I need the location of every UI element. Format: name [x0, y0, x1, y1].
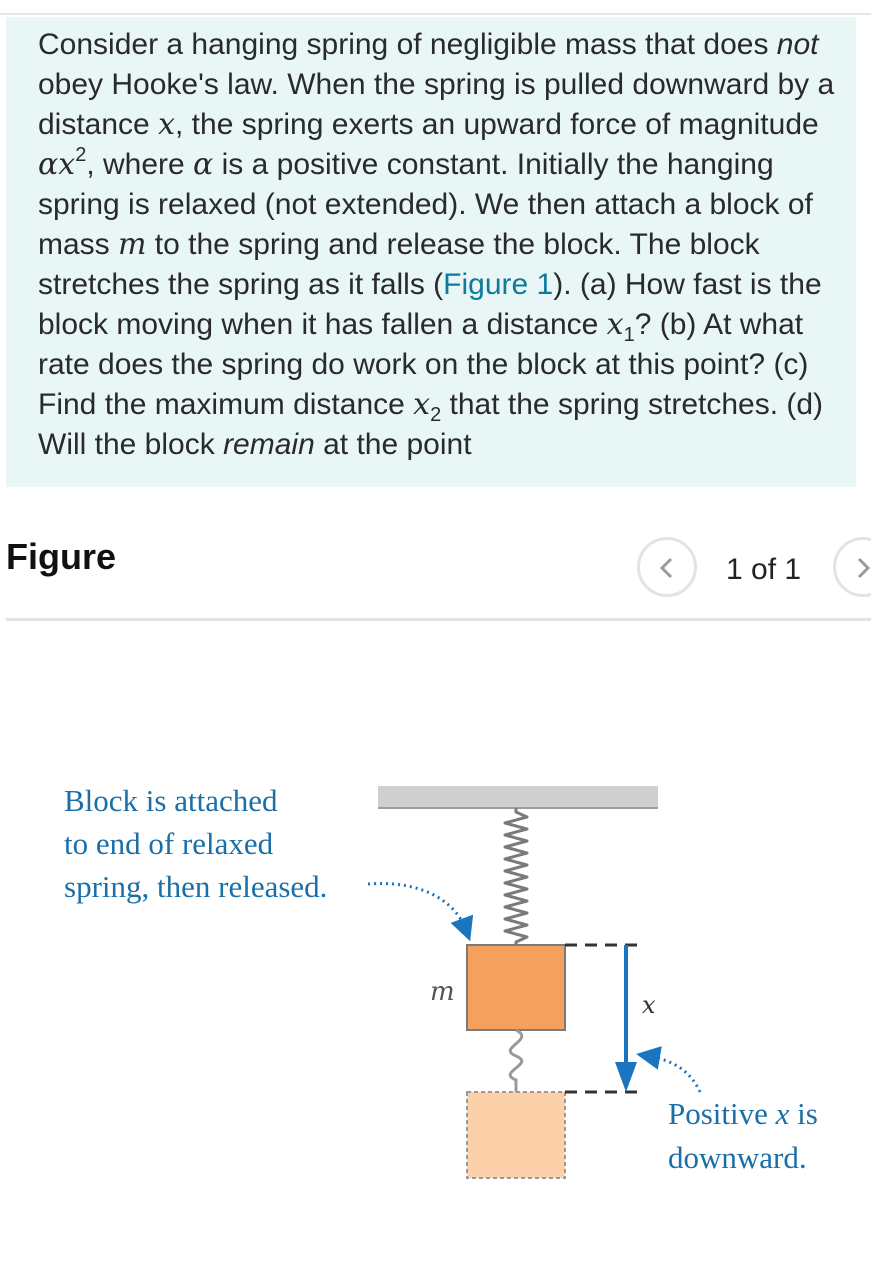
- spring-coil: [505, 808, 527, 946]
- spring-block-diagram: [0, 640, 871, 1240]
- ghost-block: [467, 1092, 565, 1178]
- previous-figure-button[interactable]: [637, 537, 697, 597]
- figure-divider: [6, 618, 871, 621]
- stretched-spring: [510, 1030, 522, 1092]
- mass-block: [467, 945, 565, 1030]
- figure-image: [0, 640, 871, 1240]
- top-divider: [0, 13, 871, 15]
- figure-heading: Figure: [6, 536, 117, 577]
- arrowhead-down-icon: [615, 1062, 637, 1092]
- figure-pager: 1 of 1: [726, 553, 802, 586]
- x-label: x: [642, 991, 656, 1019]
- next-figure-button[interactable]: [833, 537, 871, 597]
- chevron-right-icon: [854, 556, 871, 580]
- problem-text: Consider a hanging spring of negligible mass that does not obey Hooke's law. When the spring is pulled downward by a distance x, the spring exerts an upward force of magnitude $\alpha x^2$, where α is a positive constant. Initially the hanging spring is relaxed (not extended). We then attach a block of mass m to the spring and release the block. The block stretches the spring as it falls (Figure 1). (a) How fast is the block moving when it has fallen a distance $x_1$? (b) At what rate does the spring do work on the block at this point? (c) Find the maximum distance $x_2$ that the spring stretches. (d) Will the block remain at the point: [38, 28, 835, 461]
- chevron-left-icon: [658, 556, 678, 580]
- release-pointer-arrow: [368, 883, 466, 930]
- figure-1-link[interactable]: Figure 1: [443, 268, 554, 301]
- mass-label: m: [430, 977, 455, 1007]
- direction-annotation: Positive x is downward.: [668, 1096, 818, 1175]
- problem-statement-panel: [6, 17, 856, 487]
- direction-pointer-arrow: [648, 1056, 700, 1092]
- release-annotation: Block is attached to end of relaxed spring, then released.: [64, 783, 328, 904]
- ceiling-support: [378, 786, 658, 808]
